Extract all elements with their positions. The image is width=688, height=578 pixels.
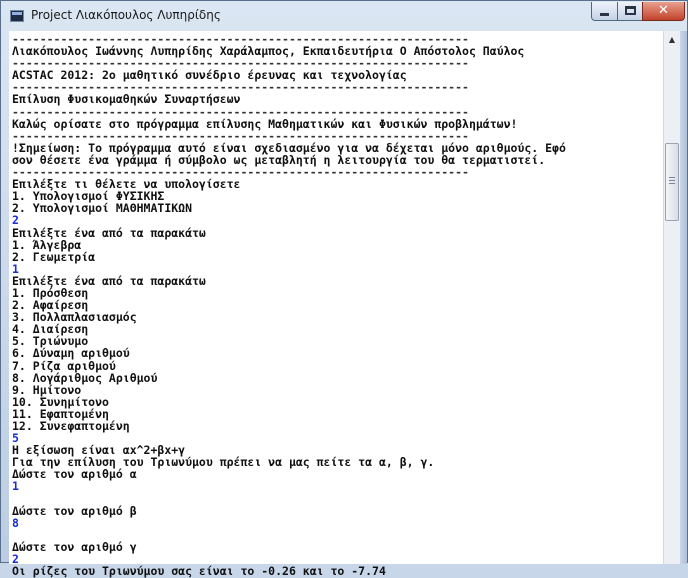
console-line: 12. Συνεφαπτομένη xyxy=(12,419,130,433)
console-line: 11. Εφαπτομένη xyxy=(12,406,109,421)
scroll-up-icon: ▲ xyxy=(668,35,676,44)
user-input-line: 2 xyxy=(12,213,19,228)
console-line: 1. Υπολογισμοί ΦΥΣΙΚΗΣ xyxy=(12,189,165,204)
separator-line: ------------------------------------------------------------------ xyxy=(12,56,469,71)
console-line: 8. Λογάριθμος Αριθμού xyxy=(12,370,158,385)
vertical-scrollbar[interactable] xyxy=(663,31,680,564)
scroll-thumb[interactable] xyxy=(665,143,679,221)
grip-line xyxy=(669,180,675,181)
window-frame-right xyxy=(680,31,687,564)
window-title: Project Λιακόπουλος Λυπηρίδης xyxy=(31,8,221,22)
separator-line: ------------------------------------------------------------------ xyxy=(12,165,469,180)
user-input-line: 1 xyxy=(12,261,19,276)
console-line: 9. Ημίτονο xyxy=(12,382,82,397)
console-line: σον θέσετε ένα γράμμα ή σύμβολο ως μεταβλητή η λειτουργία του θα τερματιστεί. xyxy=(12,152,546,167)
scroll-up-button[interactable] xyxy=(664,31,680,48)
console-line: 5. Τριώνυμο xyxy=(12,334,89,349)
console-output[interactable] xyxy=(9,31,663,578)
console-line: !Σημείωση: Το πρόγραμμα αυτό είναι σχεδιασμένο για να δέχεται μόνο αριθμούς. Εφό xyxy=(12,140,566,155)
console-line: 4. Διαίρεση xyxy=(12,322,89,337)
console-line: 2. Αφαίρεση xyxy=(12,298,89,313)
console-line: 1. Άλγεβρα xyxy=(12,237,82,252)
console-line: Οι ρίζες του Τριωνύμου σας είναι το -0.26 και το -7.74 xyxy=(12,564,386,578)
console-line: 2. Υπολογισμοί ΜΑΘΗΜΑΤΙΚΩΝ xyxy=(12,201,193,216)
console-line: Για την επίλυση του Τριωνύμου πρέπει να μας πείτε τα α, β, γ. xyxy=(12,455,435,470)
console-line: Επιλέξτε ένα από τα παρακάτω xyxy=(12,273,206,288)
close-button[interactable] xyxy=(642,2,685,21)
user-input-line: 2 xyxy=(12,552,19,567)
user-input-line: 1 xyxy=(12,479,19,494)
console-line: Λιακόπουλος Ιωάννης Λυπηρίδης Χαράλαμπος, Εκπαιδευτήρια Ο Απόστολος Παύλος xyxy=(12,44,525,59)
console-line: Επιλέξτε τι θέλετε να υπολογίσετε xyxy=(12,177,241,192)
separator-line: ------------------------------------------------------------------ xyxy=(12,104,469,119)
title-bar[interactable] xyxy=(1,1,687,31)
console-app-icon[interactable] xyxy=(10,10,24,22)
user-input-line: 5 xyxy=(12,431,19,446)
console-line: Δώστε τον αριθμό α xyxy=(12,467,137,482)
console-line: Δώστε τον αριθμό γ xyxy=(12,539,137,554)
console-line: 6. Δύναμη αριθμού xyxy=(12,346,130,361)
maximize-button[interactable] xyxy=(617,2,643,21)
separator-line: ------------------------------------------------------------------ xyxy=(12,128,469,143)
console-line: Η εξίσωση είναι αx^2+βx+γ xyxy=(12,443,186,458)
console-line: 3. Πολλαπλασιασμός xyxy=(12,310,137,325)
console-line: Δώστε τον αριθμό β xyxy=(12,503,137,518)
console-line: 1. Πρόσθεση xyxy=(12,285,89,300)
console-line xyxy=(12,493,663,505)
console-line: 7. Ρίζα αριθμού xyxy=(12,358,116,373)
console-text xyxy=(9,31,663,577)
console-line: Επίλυση Φυσικομαθηκών Συναρτήσεων xyxy=(12,92,241,107)
console-line: 10. Συνημίτονο xyxy=(12,394,109,409)
close-icon: ✕ xyxy=(658,3,669,18)
minimize-button[interactable] xyxy=(591,2,618,21)
grip-line xyxy=(669,183,675,184)
user-input-line: 8 xyxy=(12,515,19,530)
console-line: ACSTAC 2012: 2ο μαθητικό συνέδριο έρευνας και τεχνολογίας xyxy=(12,68,407,83)
console-line: Καλώς ορίσατε στο πρόγραμμα επίλυσης Μαθηματικών και Φυσικών προβλημάτων! xyxy=(12,116,518,131)
grip-line xyxy=(669,177,675,178)
console-line: Επιλέξτε ένα από τα παρακάτω xyxy=(12,225,206,240)
separator-line: ------------------------------------------------------------------ xyxy=(12,80,469,95)
maximize-icon xyxy=(625,6,636,15)
minimize-icon xyxy=(600,13,609,16)
console-line: 2. Γεωμετρία xyxy=(12,249,96,264)
separator-line: ------------------------------------------------------------------ xyxy=(12,32,469,46)
